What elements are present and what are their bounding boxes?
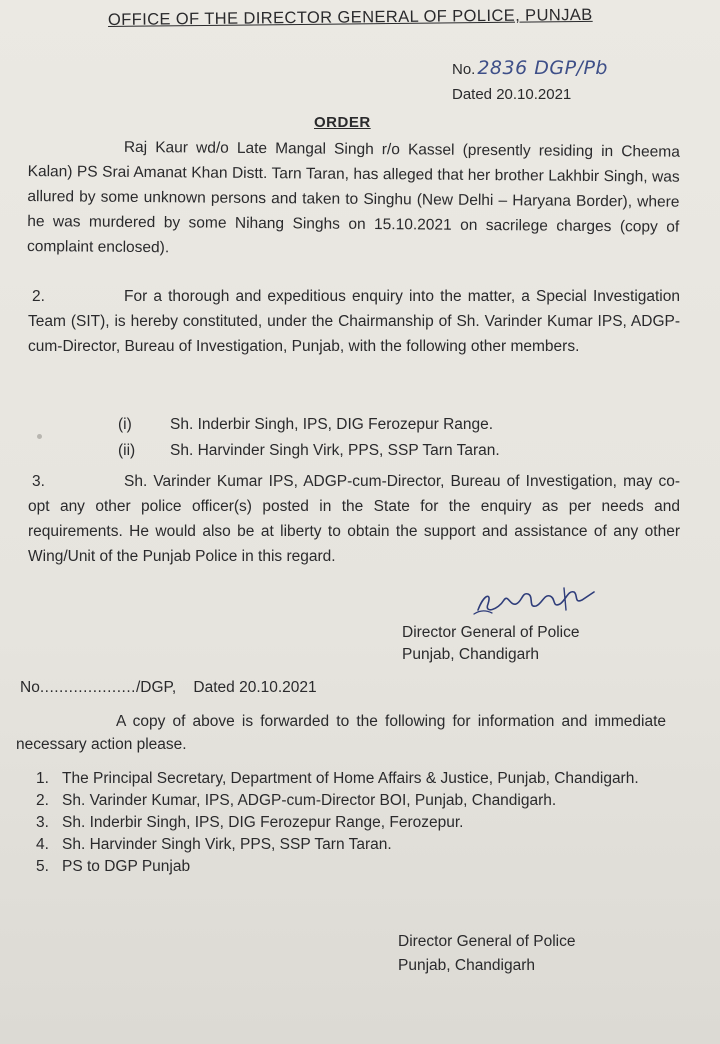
- paragraph-1-text: Raj Kaur wd/o Late Mangal Singh r/o Kassel (presently residing in Cheema Kalan) PS Srai Amanat Khan Distt. Tarn Taran, has alleged that her brother Lakhbir Singh, was allured by some unknown persons and taken to Singhu (New Delhi – Haryana Border), where he was murdered by some Nihang Singhs on 15.10.2021 on sacrilege charges (copy of complaint enclosed).: [26, 138, 680, 257]
- paragraph-1: [27, 134, 680, 265]
- order-number-handwritten: 2836 DGP/Pb: [477, 57, 608, 79]
- order-heading: ORDER: [314, 114, 371, 131]
- office-title: OFFICE OF THE DIRECTOR GENERAL OF POLICE, PUNJAB: [107, 5, 593, 29]
- endorsement-dots: ....................: [39, 679, 136, 696]
- signatory-location: Punjab, Chandigarh: [402, 646, 540, 663]
- endorsement-suffix: /DGP,: [135, 679, 177, 696]
- forward-paragraph: [16, 710, 666, 756]
- order-date: Dated 20.10.2021: [452, 86, 572, 103]
- recipient-number: 4.: [36, 836, 49, 853]
- recipient-text: Sh. Inderbir Singh, IPS, DIG Ferozepur Range, Ferozepur.: [62, 814, 464, 831]
- forward-text: A copy of above is forwarded to the following for information and immediate necessary action please.: [16, 713, 666, 753]
- paragraph-2: [28, 284, 680, 359]
- paragraph-3-number: 3.: [32, 473, 45, 490]
- member-number: (ii): [118, 442, 136, 459]
- signatory-title: Director General of Police: [402, 624, 580, 641]
- member-number: (i): [118, 416, 132, 433]
- recipient-item: [36, 812, 686, 834]
- paragraph-3-text: Sh. Varinder Kumar IPS, ADGP-cum-Director, Bureau of Investigation, may co-opt any other police officer(s) posted in the State for the enquiry as per needs and requirements. He would also be at liberty to obtain the support and assistance of any other Wing/Unit of the Punjab Police in this regard.: [28, 473, 680, 565]
- signatory-location: Punjab, Chandigarh: [398, 957, 536, 974]
- recipient-text: PS to DGP Punjab: [62, 858, 191, 875]
- recipient-item: [36, 790, 686, 812]
- recipient-text: The Principal Secretary, Department of Home Affairs & Justice, Punjab, Chandigarh.: [62, 770, 639, 787]
- endorsement-date: Dated 20.10.2021: [193, 679, 317, 696]
- order-number: [452, 54, 608, 83]
- endorsement-no-label: No: [20, 679, 40, 696]
- member-item: [118, 438, 500, 464]
- recipient-text: Sh. Harvinder Singh Virk, PPS, SSP Tarn Taran.: [62, 836, 392, 853]
- recipient-item: [36, 856, 686, 878]
- scan-speck: [37, 434, 42, 439]
- recipient-item: [36, 768, 686, 790]
- member-text: Sh. Inderbir Singh, IPS, DIG Ferozepur Range.: [170, 416, 494, 433]
- recipient-number: 2.: [36, 792, 49, 809]
- signature-block-1: [402, 622, 579, 666]
- recipient-number: 1.: [36, 770, 49, 787]
- paragraph-2-text: For a thorough and expeditious enquiry into the matter, a Special Investigation Team (SIT), is hereby constituted, under the Chairmanship of Sh. Varinder Kumar IPS, ADGP-cum-Director, Bureau of Investigation, Punjab, with the following other members.: [28, 288, 680, 355]
- recipient-item: [36, 834, 686, 856]
- sit-members-list: [118, 412, 500, 464]
- signature-block-2: [398, 930, 575, 978]
- paragraph-3: [28, 469, 680, 569]
- recipients-list: [36, 768, 686, 878]
- endorsement-number-line: [20, 676, 317, 699]
- paragraph-2-number: 2.: [32, 288, 45, 305]
- recipient-text: Sh. Varinder Kumar, IPS, ADGP-cum-Director BOI, Punjab, Chandigarh.: [62, 792, 557, 809]
- signatory-title: Director General of Police: [398, 933, 576, 950]
- member-text: Sh. Harvinder Singh Virk, PPS, SSP Tarn Taran.: [170, 442, 500, 459]
- recipient-number: 3.: [36, 814, 49, 831]
- recipient-number: 5.: [36, 858, 49, 875]
- member-item: [118, 412, 500, 438]
- order-number-label: No.: [452, 61, 476, 78]
- signature-scribble: [470, 580, 610, 626]
